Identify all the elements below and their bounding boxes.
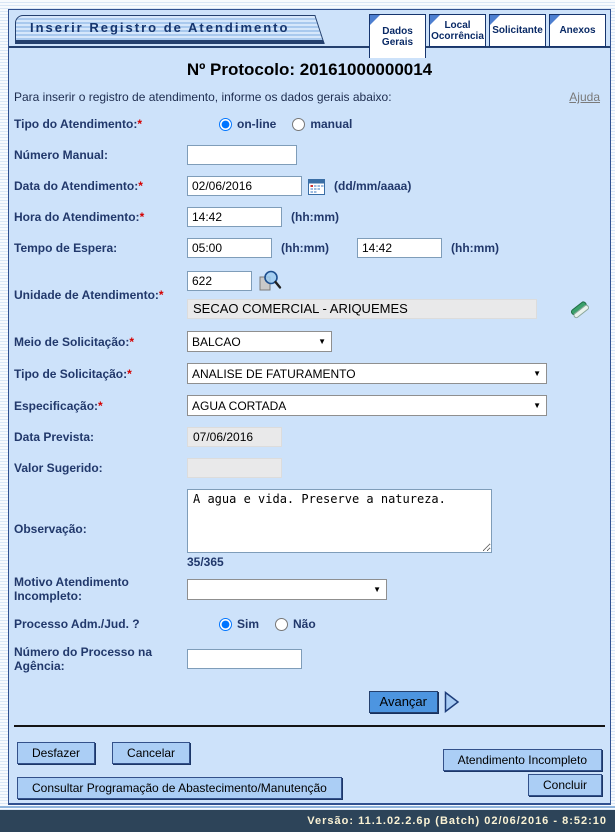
row-processo-adm (9, 614, 610, 634)
observacao-counter: 35/365 (187, 555, 224, 569)
data-atendimento-input[interactable] (187, 176, 302, 196)
version-text: Versão: 11.1.02.2.6p (Batch) 02/06/2016 - 8:52:10 (307, 815, 607, 827)
row-tipo-atendimento (9, 114, 610, 134)
radio-online-label: on-line (237, 117, 277, 131)
tab-dados-gerais[interactable] (369, 14, 426, 58)
motivo-incompleto-label: Motivo Atendimento Incompleto: (14, 575, 129, 603)
chevron-down-icon: ▼ (373, 584, 381, 594)
tempo-espera-input[interactable] (187, 238, 272, 258)
observacao-textarea[interactable] (187, 489, 492, 553)
tab-label: Local Ocorrência (431, 19, 484, 42)
valor-sugerido-field (187, 458, 282, 478)
row-hora-atendimento (9, 207, 610, 227)
help-link[interactable]: Ajuda (569, 90, 600, 104)
tab-bar (369, 14, 606, 58)
row-motivo-incompleto (9, 575, 610, 603)
eraser-icon[interactable] (569, 298, 591, 320)
radio-manual-label: manual (310, 117, 353, 131)
data-format-hint: (dd/mm/aaaa) (334, 179, 412, 193)
tipo-atendimento-label: Tipo do Atendimento:* (14, 117, 142, 131)
data-prevista-label: Data Prevista: (14, 430, 95, 444)
concluir-button[interactable]: Concluir (528, 774, 602, 796)
row-data-atendimento (9, 176, 610, 196)
tipo-solicitacao-label: Tipo de Solicitação:* (14, 366, 132, 381)
motivo-incompleto-select[interactable] (187, 579, 387, 600)
radio-nao-label: Não (293, 617, 316, 631)
radio-manual[interactable] (292, 118, 305, 131)
atendimento-incompleto-button[interactable]: Atendimento Incompleto (443, 749, 602, 771)
numero-manual-input[interactable] (187, 145, 297, 165)
cancelar-button[interactable]: Cancelar (112, 742, 190, 764)
row-numero-processo (9, 645, 610, 673)
version-bar (0, 810, 615, 832)
valor-sugerido-label: Valor Sugerido: (14, 461, 103, 475)
bottom-divider (14, 725, 605, 727)
numero-manual-label: Número Manual: (14, 148, 109, 162)
unidade-codigo-input[interactable] (187, 271, 252, 291)
radio-sim-label: Sim (237, 617, 260, 631)
tab-solicitante[interactable] (489, 14, 546, 47)
observacao-label: Observação: (14, 522, 87, 536)
chevron-down-icon: ▼ (318, 337, 326, 346)
tempo-espera-label: Tempo de Espera: (14, 241, 118, 255)
radio-nao[interactable] (275, 618, 288, 631)
tab-label: Anexos (559, 25, 596, 36)
unidade-atendimento-label: Unidade de Atendimento:* (14, 287, 164, 302)
chevron-down-icon: ▼ (533, 401, 541, 410)
hora-fim-espera-input[interactable] (357, 238, 442, 258)
radio-online[interactable] (219, 118, 232, 131)
calendar-icon[interactable] (308, 178, 325, 195)
data-prevista-field: 07/06/2016 (187, 427, 282, 447)
hora-atendimento-input[interactable] (187, 207, 282, 227)
arrow-right-icon (444, 691, 460, 713)
consultar-programacao-button[interactable]: Consultar Programação de Abastecimento/Manutenção (17, 777, 342, 799)
numero-processo-input[interactable] (187, 649, 302, 669)
hora-atendimento-label: Hora do Atendimento:* (14, 210, 145, 224)
tab-local-ocorrencia[interactable] (429, 14, 486, 47)
page-header (9, 10, 610, 48)
radio-sim[interactable] (219, 618, 232, 631)
intro-text: Para inserir o registro de atendimento, informe os dados gerais abaixo: (14, 90, 392, 104)
data-atendimento-label: Data do Atendimento:* (14, 179, 143, 193)
especificacao-label: Especificação:* (14, 398, 103, 413)
tab-label: Dados Gerais (381, 25, 414, 48)
tab-anexos[interactable] (549, 14, 606, 47)
numero-processo-label: Número do Processo na Agência: (14, 645, 153, 673)
meio-solicitacao-label: Meio de Solicitação:* (14, 334, 135, 349)
row-data-prevista (9, 427, 610, 447)
tipo-solicitacao-select[interactable] (187, 363, 547, 384)
especificacao-select[interactable] (187, 395, 547, 416)
avancar-button[interactable]: Avançar (369, 691, 438, 713)
row-tempo-espera (9, 238, 610, 258)
tempo-format-hint-2: (hh:mm) (451, 241, 499, 255)
protocol-number: Nº Protocolo: 20161000000014 (186, 60, 433, 79)
page-title: Inserir Registro de Atendimento (30, 20, 290, 35)
row-valor-sugerido (9, 458, 610, 478)
row-observacao (9, 489, 610, 569)
search-icon[interactable] (258, 269, 282, 293)
meio-solicitacao-select[interactable] (187, 331, 332, 352)
title-bar (15, 15, 309, 44)
row-numero-manual (9, 145, 610, 165)
row-especificacao (9, 395, 610, 416)
chevron-down-icon: ▼ (533, 369, 541, 378)
row-meio-solicitacao (9, 331, 610, 352)
hora-format-hint: (hh:mm) (291, 210, 339, 224)
row-unidade-atendimento (9, 269, 610, 320)
processo-adm-label: Processo Adm./Jud. ? (14, 617, 140, 631)
desfazer-button[interactable]: Desfazer (17, 742, 95, 764)
row-tipo-solicitacao (9, 363, 610, 384)
tempo-format-hint-1: (hh:mm) (281, 241, 329, 255)
main-panel (8, 9, 611, 805)
tab-label: Solicitante (492, 25, 543, 36)
unidade-nome-field: SECAO COMERCIAL - ARIQUEMES (187, 299, 537, 319)
